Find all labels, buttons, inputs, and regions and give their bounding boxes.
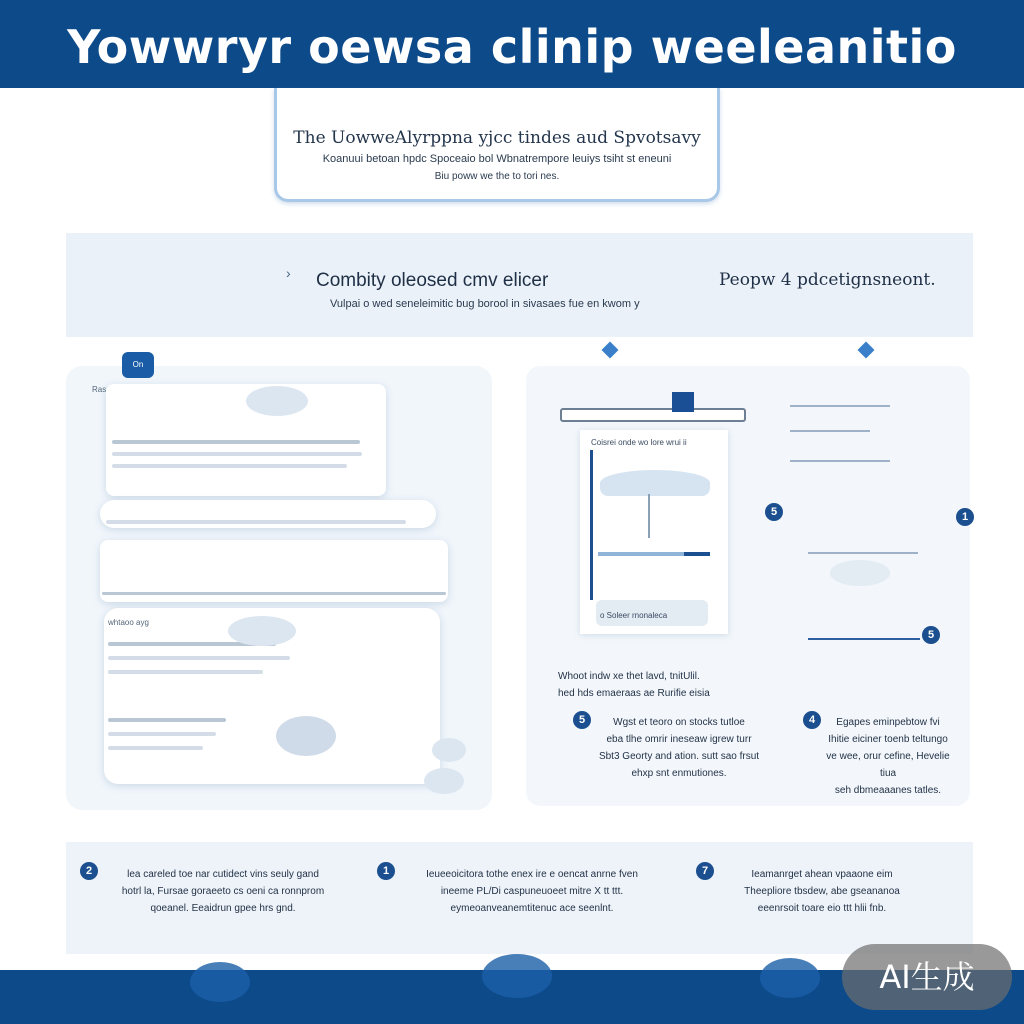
document-line	[108, 656, 290, 660]
document-line	[102, 592, 446, 595]
document-line	[112, 464, 347, 468]
step-line: Wgst et teoro on stocks tutloe	[613, 717, 745, 728]
callout-line: Whoot indw xe thet lavd, tnitUlil.	[558, 671, 700, 682]
step-badge: 2	[80, 862, 98, 880]
intro-line: Koanuui betoan hpdc Spoceaio bol Wbnatrempore leuiys tsiht st eneuni	[322, 153, 672, 165]
bottom-step-text	[94, 866, 352, 917]
document-header: Ras	[92, 385, 107, 394]
decorative-blob	[830, 560, 890, 586]
step-badge: 5	[765, 503, 783, 521]
intro-box	[274, 88, 720, 202]
bottom-step-line: ineeme PL/Di caspuneuoeet mitre X tt ttt.	[440, 886, 624, 897]
section-right-title: Peopw 4 pdcetignsneont.	[719, 270, 936, 290]
bottom-step-line: eeenrsoit toare eio ttt hlii fnb.	[757, 903, 887, 914]
bottom-step-text	[392, 866, 672, 917]
step-line: ve wee, orur cefine, Hevelie tiua	[826, 751, 950, 779]
document-line	[108, 670, 263, 674]
umbrella-illustration	[600, 470, 710, 496]
section-left-title: Combity oleosed cmv elicer	[316, 270, 549, 291]
step-text	[796, 714, 956, 799]
bottom-step-line: qoeanel. Eeaidrun gpee hrs gnd.	[150, 903, 296, 914]
drawing-rule	[790, 460, 890, 462]
bottom-step-text	[712, 866, 932, 917]
step-badge: 5	[922, 626, 940, 644]
inner-card-heading: Coisrei onde wo lore wrui ii	[591, 438, 687, 447]
bottom-step-line: lea careled toe nar cutidect vins seuly gand	[127, 869, 319, 880]
step-line: Egapes eminpebtow fvi	[836, 717, 940, 728]
progress-rule-fill	[598, 552, 684, 556]
intro-line: Biu poww we the to tori nes.	[434, 171, 560, 182]
decorative-blob	[482, 954, 552, 998]
step-text	[564, 714, 764, 782]
decorative-blob	[246, 386, 308, 416]
step-line: Sbt3 Georty and ation. sutt sao frsut	[598, 751, 760, 762]
vertical-rule	[590, 450, 593, 600]
document-line	[106, 520, 406, 524]
ai-generated-badge: AI生成	[842, 944, 1012, 1010]
drawing-rule	[790, 405, 890, 407]
drawing-rule	[790, 430, 870, 432]
diamond-marker-icon	[858, 342, 875, 359]
step-line: ehxp snt enmutiones.	[631, 768, 727, 779]
step-badge: 4	[803, 711, 821, 729]
section-subline: Vulpai o wed seneleimitic bug borool in sivasaes fue en kwom y	[330, 298, 640, 310]
decorative-blob	[276, 716, 336, 756]
callout-text	[558, 668, 710, 702]
callout-line: hed hds emaeraas ae Rurifie eisia	[558, 688, 710, 699]
document-line	[112, 440, 360, 444]
step-badge: 5	[573, 711, 591, 729]
umbrella-pole	[648, 494, 650, 538]
inner-card-caption: o Soleer rnonaleca	[600, 611, 668, 620]
decorative-blob	[760, 958, 820, 998]
decorative-blob	[190, 962, 250, 1002]
step-line: Ihitie eiciner toenb teltungo	[828, 734, 948, 745]
decorative-blob	[228, 616, 296, 646]
document-line	[108, 718, 226, 722]
step-badge: 1	[956, 508, 974, 526]
bottom-step-line: Theepliore tbsdew, abe gseananoa	[744, 886, 900, 897]
bottom-step-line: hotrl la, Fursae goraeeto cs oeni ca ronnprom	[121, 886, 325, 897]
decorative-blob	[424, 768, 464, 794]
page-title: Yowwryr oewsa clinip weeleanitio	[67, 20, 957, 74]
drawing-rule	[808, 552, 918, 554]
step-line: eba tlhe omrir ineseaw igrew turr	[606, 734, 752, 745]
bottom-step-line: eymeoanveanemtitenuc ace seenlnt.	[450, 903, 614, 914]
drawing-rule	[808, 638, 920, 640]
document-line	[108, 732, 216, 736]
document-tag: On	[122, 352, 154, 378]
document-label: whtaoo ayg	[108, 618, 149, 627]
document-line	[108, 746, 203, 750]
decorative-blob	[432, 738, 466, 762]
bottom-step-line: Ieamanrget ahean vpaaone eim	[751, 869, 893, 880]
bottom-step-line: Ieueeoicitora tothe enex ire e oencat anrne fven	[426, 869, 638, 880]
square-marker-icon	[672, 392, 694, 412]
document-line	[112, 452, 362, 456]
intro-title: The UowweAlyrppna yjcc tindes aud Spvotsavy	[293, 128, 701, 148]
chevron-right-icon: ›	[286, 265, 291, 281]
step-badge: 1	[377, 862, 395, 880]
diamond-marker-icon	[602, 342, 619, 359]
step-line: seh dbmeaaanes tatles.	[834, 785, 942, 796]
step-badge: 7	[696, 862, 714, 880]
rail-illustration	[560, 408, 746, 422]
